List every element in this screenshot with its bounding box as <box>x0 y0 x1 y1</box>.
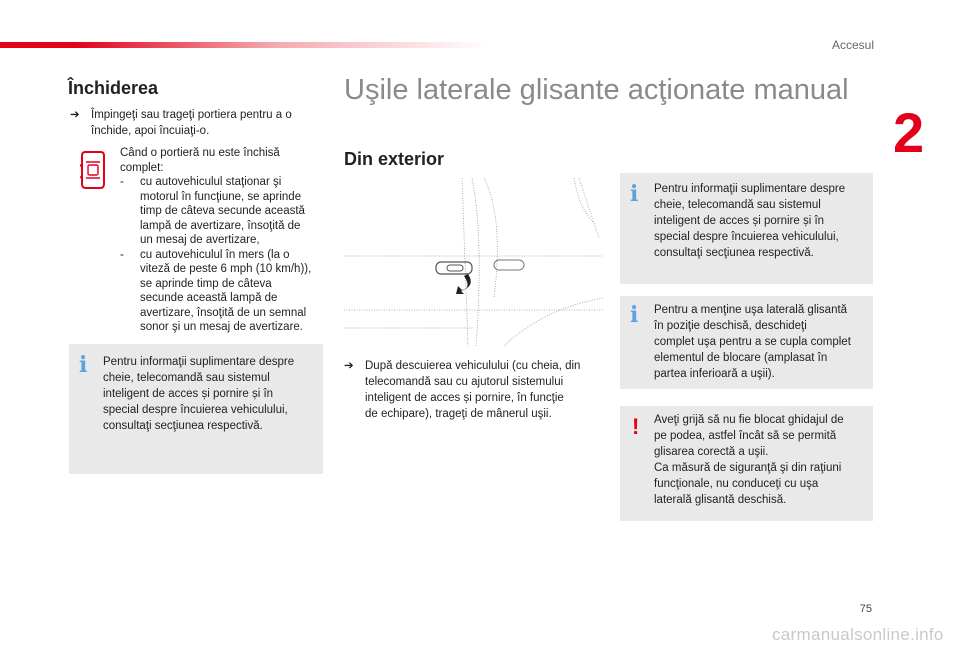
page-number: 75 <box>859 603 872 615</box>
sliding-door-handle-illustration <box>344 178 604 346</box>
warning-item: - cu autovehiculul staţionar şi motorul în funcţiune, se aprinde timp de câteva secunde această lampă de avertizare, însoţită de un mesaj de avertizare, <box>120 176 305 246</box>
door-warning-text: Când o portieră nu este închisă complet: - cu autovehiculul staţionar şi motorul în funcţiune, se aprinde timp de câteva secunde această lampă de avertizare, însoţită de un mesaj de avertizare, - cu autovehiculul în mers (la o viteză de peste 6 mph (10 km/h)), se aprinde timp de câteva secunde această lampă de avertizare, însoţită de un semnal sonor şi un mesaj de avertizare. <box>120 146 325 335</box>
warning-box-right: ! Aveţi grijă să nu fie blocat ghidajul de pe podea, astfel încât să se permită glisarea corectă a uşii. Ca măsură de siguranţă şi din raţiuni funcţionale, nu conduceţi cu uşa laterală glisantă deschisă. <box>620 406 873 521</box>
info-icon: i <box>79 352 88 378</box>
header-red-bar <box>0 42 490 48</box>
info-box-left: i Pentru informaţii suplimentare despre cheie, telecomandă sau sistemul inteligent de acces și pornire și în special despre încuierea vehiculului, consultaţi secţiunea respectivă. <box>69 344 323 474</box>
info-box-right-2: i Pentru a menţine uşa laterală glisantă în poziţie deschisă, deschideţi complet uşa pentru a se cupla complet elementul de blocare (amplasat în partea inferioară a uşii). <box>620 296 873 389</box>
page-title: Uşile laterale glisante acţionate manual <box>344 74 849 106</box>
from-outside-heading: Din exterior <box>344 149 445 169</box>
info-icon: i <box>630 302 639 328</box>
chapter-number: 2 <box>893 101 925 164</box>
door-open-warning-icon <box>80 150 106 190</box>
arrow-bullet-icon: ➔ <box>70 109 80 121</box>
closing-heading: Închiderea <box>68 78 159 98</box>
info-box-right-1: i Pentru informaţii suplimentare despre cheie, telecomandă sau sistemul inteligent de acces și pornire și în special despre încuierea vehiculului, consultaţi secţiunea respectivă. <box>620 173 873 284</box>
exclamation-warning-icon: ! <box>632 414 640 439</box>
arrow-bullet-icon: ➔ <box>344 360 354 372</box>
watermark-text: carmanualsonline.info <box>772 625 944 644</box>
section-label: Accesul <box>831 38 874 52</box>
warning-item: - cu autovehiculul în mers (la o viteză de peste 6 mph (10 km/h)), se aprinde timp de câteva secunde această lampă de avertizare, însoţită de un semnal sonor şi un mesaj de avertizare. <box>120 248 312 333</box>
info-icon: i <box>630 181 639 207</box>
